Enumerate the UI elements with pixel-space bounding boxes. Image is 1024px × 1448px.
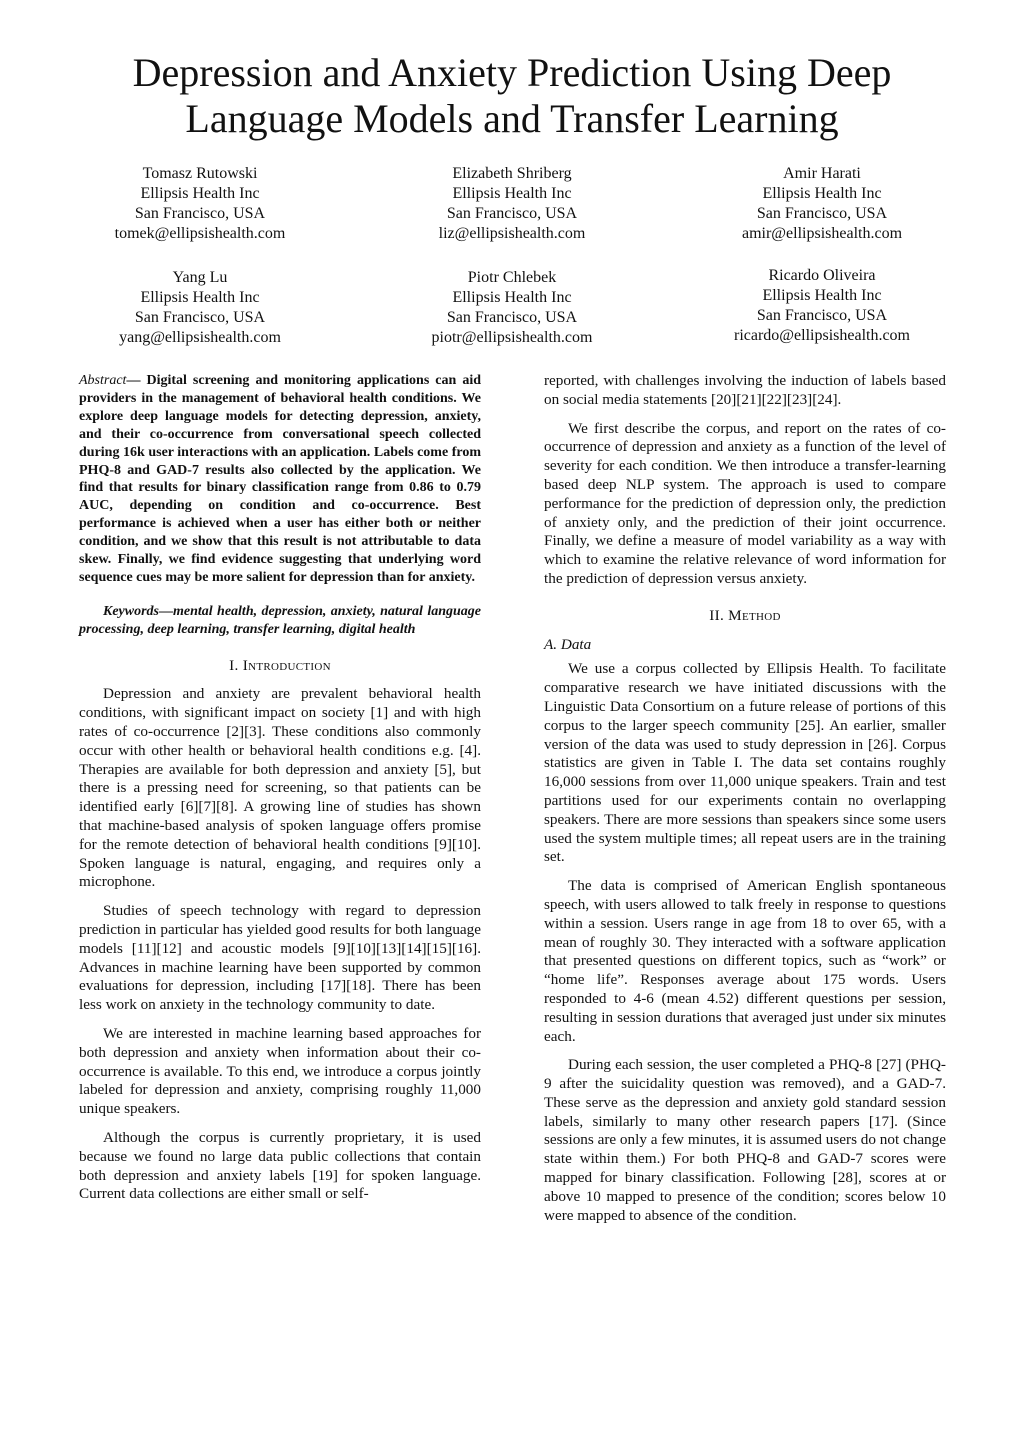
author-org: Ellipsis Health Inc — [762, 287, 882, 304]
author-org: Ellipsis Health Inc — [140, 185, 260, 202]
intro-paragraph: Depression and anxiety are prevalent behavioral health conditions, with significant impact on society [1] and with high rates of co-occurrence [2][3]. These conditions also commonly occur with other health or behavioral health conditions e.g. [4]. Therapies are available for both depression and anxiety [5], but there is a pressing need for screening, so that patients can be identified early [6][7][8]. A growing line of studies has shown that machine-based analysis of spoken language offers promise for the remote detection of behavioral health conditions [9][10]. Spoken language is natural, engaging, and requires only a microphone. — [79, 685, 481, 891]
author-name: Tomasz Rutowski — [142, 165, 258, 182]
abstract-label: Abstract — [79, 373, 127, 388]
author-card — [362, 268, 662, 348]
author-card — [50, 268, 350, 348]
abstract-text: Digital screening and monitoring applications can aid providers in the management of behavioral health conditions. We explore deep language models for detecting depression, anxiety, and their co-occurrence from conversational speech collected during 16k user interactions with an application. Labels come from PHQ-8 and GAD-7 results also collected by the application. We find that results for binary classification range from 0.86 to 0.79 AUC, depending on condition and co-occurrence. Best performance is achieved when a user has either both or neither condition, and we show that this result is not attributable to data skew. Finally, we find evidence suggesting that underlying word sequence cues may be more salient for depression than for anxiety. — [79, 373, 481, 585]
author-location: San Francisco, USA — [446, 205, 578, 222]
author-email: yang@ellipsishealth.com — [119, 329, 281, 346]
author-card — [50, 164, 350, 244]
author-location: San Francisco, USA — [134, 309, 266, 326]
author-name: Elizabeth Shriberg — [452, 165, 572, 182]
left-column — [79, 372, 481, 1204]
author-email: tomek@ellipsishealth.com — [114, 225, 286, 242]
author-email: ricardo@ellipsishealth.com — [733, 327, 910, 344]
author-location: San Francisco, USA — [756, 307, 888, 324]
intro-paragraph: Although the corpus is currently proprietary, it is used because we found no large data public collections that contain both depression and anxiety labels [19] for spoken language. Current data collections are either small or self- — [79, 1129, 481, 1203]
right-column — [544, 372, 946, 1225]
author-location: San Francisco, USA — [134, 205, 266, 222]
author-name: Amir Harati — [783, 165, 861, 182]
author-org: Ellipsis Health Inc — [452, 289, 572, 306]
author-org: Ellipsis Health Inc — [452, 185, 572, 202]
author-org: Ellipsis Health Inc — [140, 289, 260, 306]
author-location: San Francisco, USA — [756, 205, 888, 222]
intro-continued-paragraph: reported, with challenges involving the induction of labels based on social media statements [20][21][22][23][24]. — [544, 372, 946, 408]
author-email: liz@ellipsishealth.com — [438, 225, 586, 242]
paper-title: Depression and Anxiety Prediction Using Deep Language Models and Transfer Learning — [132, 50, 892, 141]
author-card — [672, 164, 972, 244]
author-card — [362, 164, 662, 244]
author-name: Piotr Chlebek — [467, 269, 557, 286]
author-location: San Francisco, USA — [446, 309, 578, 326]
subsection-heading-data: A. Data — [544, 635, 592, 653]
method-paragraph: The data is comprised of American English spontaneous speech, with users allowed to talk freely in response to questions within a session. Users range in age from 18 to over 65, with a mean of roughly 30. They interacted with a software application that presented questions on different topics, such as “work” or “home life”. Responses average about 175 words. Users responded to 4-6 (mean 4.52) different questions per session, resulting in session durations that averaged just under six minutes each. — [544, 877, 946, 1045]
author-org: Ellipsis Health Inc — [762, 185, 882, 202]
author-email: amir@ellipsishealth.com — [741, 225, 903, 242]
intro-paragraph: Studies of speech technology with regard to depression prediction in particular has yielded good results for both language models [11][12] and acoustic models [9][10][13][14][15][16]. Advances in machine learning have been supported by common evaluations for depression, including [17][18]. There has been less work on anxiety in the technology community to date. — [79, 902, 481, 1014]
abstract — [79, 372, 481, 587]
author-email: piotr@ellipsishealth.com — [431, 329, 593, 346]
method-paragraph: During each session, the user completed a PHQ-8 [27] (PHQ-9 after the suicidality question was removed), and a GAD-7. These serve as the depression and anxiety gold standard session labels, similarly to many other research papers [17]. (Since sessions are only a few minutes, it is assumed users do not change state within them.) For both PHQ-8 and GAD-7 scores were mapped for binary classification. Following [28], scores at or above 10 mapped to presence of the condition; scores below 10 were mapped to absence of the condition. — [544, 1056, 946, 1224]
method-paragraph: We use a corpus collected by Ellipsis Health. To facilitate comparative research we have initiated discussions with the Linguistic Data Consortium on a future release of portions of this corpus to the larger speech community [25]. An earlier, smaller version of the data was used to study depression in [26]. Corpus statistics are given in Table I. The data set contains roughly 16,000 sessions from over 11,000 unique speakers. Train and test partitions used for our experiments contain no overlapping speakers. There are more sessions than speakers since some users used the system multiple times; all repeat users are in the training set. — [544, 660, 946, 866]
abstract-dash: — — [126, 373, 147, 388]
author-name: Ricardo Oliveira — [768, 267, 876, 284]
intro-paragraph: We first describe the corpus, and report on the rates of co-occurrence of depression and anxiety as a function of the level of severity for each condition. We then introduce a transfer-learning based deep NLP system. The approach is used to compare performance for the prediction of depression only, the prediction of anxiety only, and the prediction of their joint occurrence. Finally, we define a measure of model variability as a way with which to examine the relative relevance of word information for the prediction of depression versus anxiety. — [544, 419, 946, 587]
author-name: Yang Lu — [172, 269, 228, 286]
keywords: Keywords—mental health, depression, anxiety, natural language processing, deep learning, transfer learning, digital health — [79, 603, 481, 637]
section-heading-introduction: I. Introduction — [229, 656, 331, 674]
author-card — [672, 266, 972, 346]
intro-paragraph: We are interested in machine learning based approaches for both depression and anxiety when information about their co-occurrence is available. To this end, we introduce a corpus jointly labeled for depression and anxiety, comprising roughly 11,000 unique speakers. — [79, 1025, 481, 1118]
section-heading-method: II. Method — [709, 606, 781, 624]
